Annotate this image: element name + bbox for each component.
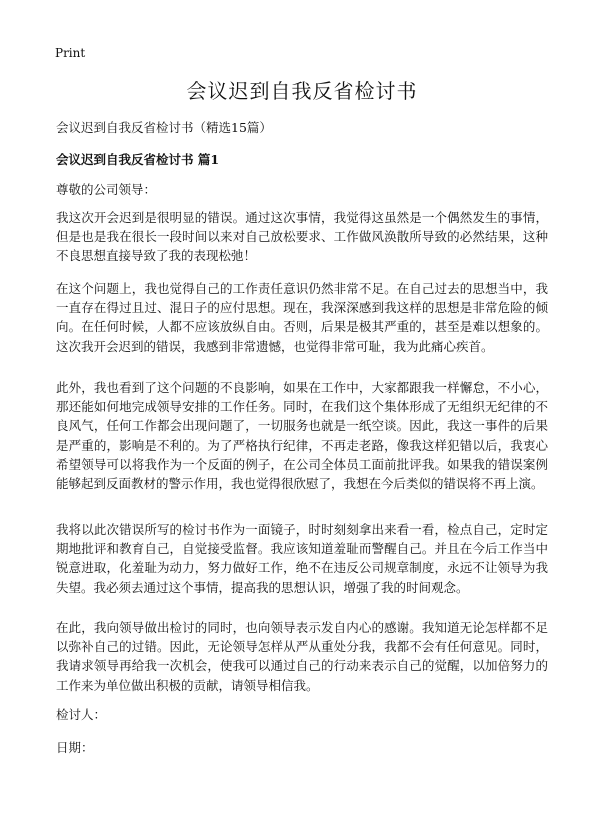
letter-greeting: 尊敬的公司领导： xyxy=(56,182,157,197)
date-label: 日期： xyxy=(56,740,94,755)
document-subtitle: 会议迟到自我反省检讨书（精选15篇） xyxy=(56,120,272,135)
paragraph-2: 在这个问题上，我也觉得自己的工作责任意识仍然非常不足。在自己过去的思想当中，我一直存在得过且过、混日子的应付思想。现在，我深深感到我这样的思想是非常危险的倾向。在任何时候，人都不应该放纵自由。否则，后果是极其严重的，甚至是难以想象的。这次我开会迟到的错误，我感到非常遗憾，也觉得非常可耻，我为此痛心疾首。 xyxy=(56,281,548,354)
signer-label: 检讨人： xyxy=(56,707,107,722)
paragraph-4: 我将以此次错误所写的检讨书作为一面镜子，时时刻刻拿出来看一看，检点自己，定时定期地批评和教育自己，自觉接受监督。我应该知道羞耻而警醒自己。并且在今后工作当中锐意进取，化羞耻为动力，努力做好工作，绝不在违反公司规章制度，永远不让领导为我失望。我必须去通过这个事情，提高我的思想认识，增强了我的时间观念。 xyxy=(56,522,548,595)
print-link[interactable]: Print xyxy=(55,46,86,60)
paragraph-3: 此外，我也看到了这个问题的不良影响，如果在工作中，大家都跟我一样懈怠，不小心，那还能如何地完成领导安排的工作任务。同时，在我们这个集体形成了无组织无纪律的不良风气，任何工作都会出现问题了，一切服务也就是一纸空谈。因此，我这一事件的后果是严重的，影响是不利的。为了严格执行纪律，不再走老路，像我这样犯错以后，我衷心希望领导可以将我作为一个反面的例子，在公司全体员工面前批评我。如果我的错误案例能够起到反面教材的警示作用，我也觉得很欣慰了，我想在今后类似的错误将不再上演。 xyxy=(56,380,548,492)
paragraph-1: 我这次开会迟到是很明显的错误。通过这次事情，我觉得这虽然是一个偶然发生的事情，但是也是我在很长一段时间以来对自己放松要求、工作做风涣散所导致的必然结果，这种不良思想直接导致了我的表现松弛！ xyxy=(56,210,548,264)
document-title: 会议迟到自我反省检讨书 xyxy=(186,79,418,103)
section-heading: 会议迟到自我反省检讨书 篇1 xyxy=(56,152,220,167)
paragraph-5: 在此，我向领导做出检讨的同时，也向领导表示发自内心的感谢。我知道无论怎样都不足以弥补自己的过错。因此，无论领导怎样从严从重处分我，我都不会有任何意见。同时，我请求领导再给我一次机会，使我可以通过自己的行动来表示自己的觉醒，以加倍努力的工作来为单位做出积极的贡献，请领导相信我。 xyxy=(56,620,548,693)
